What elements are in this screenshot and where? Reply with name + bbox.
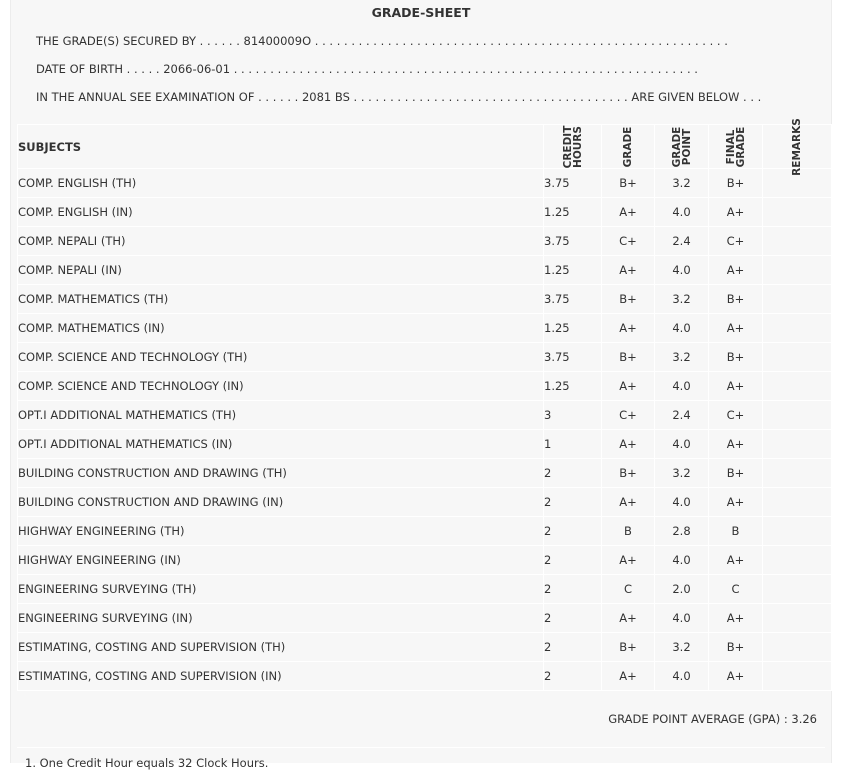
header-credit-line-1: CREDIT	[561, 125, 574, 168]
table-row	[18, 430, 832, 459]
gpa-row	[17, 690, 825, 748]
grade-cell: B+	[602, 169, 655, 198]
grade-point-cell: 3.2	[655, 285, 709, 314]
grade-point-cell: 3.2	[655, 343, 709, 372]
final-grade-cell: A+	[709, 198, 763, 227]
final-grade-cell: A+	[709, 488, 763, 517]
subject-cell: COMP. ENGLISH (IN)	[18, 198, 544, 227]
subject-cell: COMP. MATHEMATICS (TH)	[18, 285, 544, 314]
table-row	[18, 459, 832, 488]
grades-table	[17, 117, 832, 691]
final-grade-cell: B+	[709, 343, 763, 372]
grade-point-cell: 4.0	[655, 256, 709, 285]
grade-cell: B+	[602, 459, 655, 488]
header-subjects: SUBJECTS	[18, 125, 544, 169]
subject-cell: BUILDING CONSTRUCTION AND DRAWING (TH)	[18, 459, 544, 488]
final-grade-cell: A+	[709, 546, 763, 575]
header-final-line-1: FINAL	[724, 129, 737, 164]
remarks-cell	[763, 372, 832, 401]
credit-hours-cell: 2	[544, 633, 602, 662]
credit-hours-cell: 1	[544, 430, 602, 459]
grade-cell: A+	[602, 430, 655, 459]
grade-cell: A+	[602, 198, 655, 227]
credit-hours-cell: 3	[544, 401, 602, 430]
grade-point-cell: 4.0	[655, 430, 709, 459]
grade-point-cell: 4.0	[655, 488, 709, 517]
grade-cell: A+	[602, 546, 655, 575]
table-row	[18, 372, 832, 401]
footnote: 1. One Credit Hour equals 32 Clock Hours.	[25, 756, 269, 770]
table-header-row	[18, 125, 832, 169]
header-grade-point	[655, 125, 709, 169]
remarks-cell	[763, 401, 832, 430]
table-row	[18, 546, 832, 575]
header-gp-line-1: GRADE	[670, 126, 683, 167]
credit-hours-cell: 3.75	[544, 285, 602, 314]
grade-point-cell: 4.0	[655, 546, 709, 575]
credit-hours-cell: 2	[544, 488, 602, 517]
table-row	[18, 256, 832, 285]
header-credit-hours	[544, 125, 602, 169]
subject-cell: ESTIMATING, COSTING AND SUPERVISION (IN)	[18, 662, 544, 691]
table-row	[18, 314, 832, 343]
secured-by-line: THE GRADE(S) SECURED BY . . . . . . 81400009O . . . . . . . . . . . . . . . . . . . . . . . . . . . . . . . . . . . . . . . . . . . . . . . . . . . . . . . . .	[36, 34, 728, 48]
subject-cell: COMP. NEPALI (TH)	[18, 227, 544, 256]
credit-hours-cell: 1.25	[544, 314, 602, 343]
remarks-cell	[763, 430, 832, 459]
final-grade-cell: C+	[709, 401, 763, 430]
grade-point-cell: 4.0	[655, 372, 709, 401]
credit-hours-cell: 2	[544, 459, 602, 488]
credit-hours-cell: 2	[544, 662, 602, 691]
grade-point-cell: 3.2	[655, 633, 709, 662]
final-grade-cell: A+	[709, 314, 763, 343]
final-grade-cell: B+	[709, 285, 763, 314]
final-grade-cell: A+	[709, 430, 763, 459]
grade-point-cell: 4.0	[655, 662, 709, 691]
credit-hours-cell: 3.75	[544, 169, 602, 198]
subject-cell: HIGHWAY ENGINEERING (IN)	[18, 546, 544, 575]
table-row	[18, 488, 832, 517]
credit-hours-cell: 1.25	[544, 372, 602, 401]
grade-point-cell: 3.2	[655, 169, 709, 198]
grade-cell: A+	[602, 256, 655, 285]
credit-hours-cell: 1.25	[544, 198, 602, 227]
gpa-value: GRADE POINT AVERAGE (GPA) : 3.26	[608, 712, 817, 726]
subject-cell: COMP. NEPALI (IN)	[18, 256, 544, 285]
subject-cell: HIGHWAY ENGINEERING (TH)	[18, 517, 544, 546]
grade-cell: B+	[602, 343, 655, 372]
header-grade	[602, 125, 655, 169]
subject-cell: OPT.I ADDITIONAL MATHEMATICS (TH)	[18, 401, 544, 430]
sheet-title: GRADE-SHEET	[371, 5, 471, 20]
remarks-cell	[763, 546, 832, 575]
remarks-cell	[763, 575, 832, 604]
credit-hours-cell: 3.75	[544, 227, 602, 256]
final-grade-cell: A+	[709, 256, 763, 285]
table-row	[18, 517, 832, 546]
grade-cell: B+	[602, 285, 655, 314]
subject-cell: COMP. SCIENCE AND TECHNOLOGY (TH)	[18, 343, 544, 372]
credit-hours-cell: 2	[544, 517, 602, 546]
table-row	[18, 401, 832, 430]
remarks-cell	[763, 314, 832, 343]
grade-point-cell: 2.8	[655, 517, 709, 546]
final-grade-cell: B	[709, 517, 763, 546]
table-row	[18, 662, 832, 691]
table-row	[18, 343, 832, 372]
final-grade-cell: A+	[709, 604, 763, 633]
grade-cell: C	[602, 575, 655, 604]
table-row	[18, 198, 832, 227]
remarks-cell	[763, 662, 832, 691]
remarks-cell	[763, 488, 832, 517]
date-of-birth-line: DATE OF BIRTH . . . . . 2066-06-01 . . . . . . . . . . . . . . . . . . . . . . . . . . . . . . . . . . . . . . . . . . . . . . . . . . . . . . . . . . . . . . . .	[36, 62, 698, 76]
remarks-cell	[763, 227, 832, 256]
table-row	[18, 633, 832, 662]
final-grade-cell: B+	[709, 633, 763, 662]
table-row	[18, 604, 832, 633]
grade-point-cell: 4.0	[655, 314, 709, 343]
table-row	[18, 169, 832, 198]
grade-cell: B	[602, 517, 655, 546]
remarks-cell	[763, 517, 832, 546]
header-gp-line-2: POINT	[680, 128, 693, 165]
credit-hours-cell: 3.75	[544, 343, 602, 372]
grade-cell: A+	[602, 662, 655, 691]
credit-hours-cell: 2	[544, 546, 602, 575]
grade-cell: A+	[602, 488, 655, 517]
subject-cell: ESTIMATING, COSTING AND SUPERVISION (TH)	[18, 633, 544, 662]
remarks-cell	[763, 633, 832, 662]
grades-table-body	[18, 169, 832, 691]
grade-point-cell: 2.4	[655, 227, 709, 256]
remarks-cell	[763, 285, 832, 314]
grade-cell: C+	[602, 401, 655, 430]
header-grade-label: GRADE	[622, 126, 634, 167]
remarks-cell	[763, 198, 832, 227]
grade-sheet	[10, 0, 832, 770]
grade-point-cell: 4.0	[655, 604, 709, 633]
header-final-line-2: GRADE	[734, 126, 747, 167]
subject-cell: COMP. ENGLISH (TH)	[18, 169, 544, 198]
header-remarks-label: REMARKS	[791, 117, 803, 176]
grade-point-cell: 2.0	[655, 575, 709, 604]
table-row	[18, 285, 832, 314]
credit-hours-cell: 2	[544, 604, 602, 633]
header-credit-line-2: HOURS	[571, 125, 584, 168]
examination-line: IN THE ANNUAL SEE EXAMINATION OF . . . . . . 2081 BS . . . . . . . . . . . . . . . . . . . . . . . . . . . . . . . . . . . . . . ARE GIVEN BELOW . . .	[36, 90, 762, 104]
grade-cell: A+	[602, 314, 655, 343]
subject-cell: COMP. MATHEMATICS (IN)	[18, 314, 544, 343]
subject-cell: ENGINEERING SURVEYING (IN)	[18, 604, 544, 633]
remarks-cell	[763, 604, 832, 633]
header-remarks	[763, 117, 832, 176]
grade-cell: A+	[602, 372, 655, 401]
remarks-cell	[763, 343, 832, 372]
subject-cell: OPT.I ADDITIONAL MATHEMATICS (IN)	[18, 430, 544, 459]
remarks-cell	[763, 256, 832, 285]
credit-hours-cell: 1.25	[544, 256, 602, 285]
credit-hours-cell: 2	[544, 575, 602, 604]
header-final-grade	[709, 125, 763, 169]
grade-point-cell: 2.4	[655, 401, 709, 430]
grade-point-cell: 4.0	[655, 198, 709, 227]
subject-cell: BUILDING CONSTRUCTION AND DRAWING (IN)	[18, 488, 544, 517]
final-grade-cell: B+	[709, 459, 763, 488]
final-grade-cell: C	[709, 575, 763, 604]
final-grade-cell: B+	[709, 169, 763, 198]
final-grade-cell: C+	[709, 227, 763, 256]
grade-point-cell: 3.2	[655, 459, 709, 488]
table-row	[18, 227, 832, 256]
final-grade-cell: A+	[709, 372, 763, 401]
remarks-cell	[763, 459, 832, 488]
grade-cell: C+	[602, 227, 655, 256]
grade-cell: B+	[602, 633, 655, 662]
table-row	[18, 575, 832, 604]
subject-cell: COMP. SCIENCE AND TECHNOLOGY (IN)	[18, 372, 544, 401]
final-grade-cell: A+	[709, 662, 763, 691]
subject-cell: ENGINEERING SURVEYING (TH)	[18, 575, 544, 604]
grade-cell: A+	[602, 604, 655, 633]
